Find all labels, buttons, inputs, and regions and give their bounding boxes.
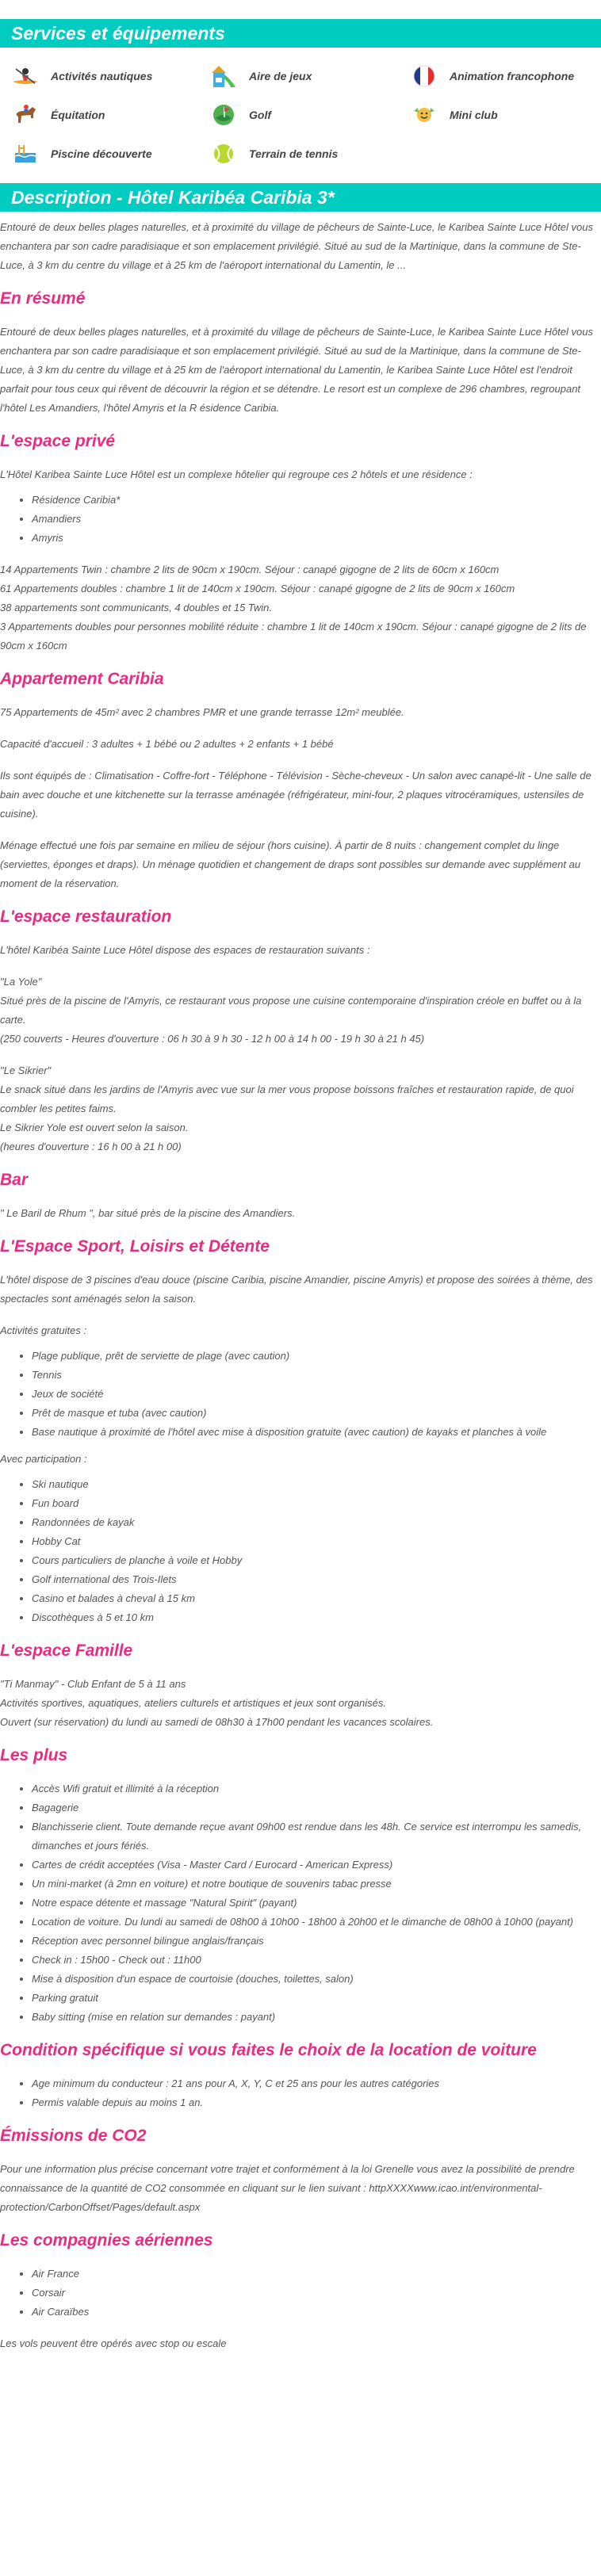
yole-name: "La Yole" (0, 976, 42, 988)
list-item: • Amandiers (32, 510, 601, 529)
service-label: Équitation (51, 108, 105, 121)
condition-section (0, 2039, 601, 2112)
service-item (408, 101, 601, 128)
sikrier-open: Le Sikrier Yole est ouvert selon la saison. (0, 1122, 189, 1133)
kayak-icon (10, 63, 41, 89)
service-label: Terrain de tennis (249, 147, 339, 160)
yole-desc: Situé près de la piscine de l'Amyris, ce restaurant vous propose une cuisine contemporaine d'inspiration créole en buffet ou à la carte. (0, 995, 582, 1026)
description-banner: Description - Hôtel Karibéa Caribia 3* (0, 183, 601, 212)
list-item: • Tennis (32, 1366, 601, 1385)
list-item: • Location de voiture. Du lundi au samedi de 08h00 à 10h00 - 18h00 à 20h00 et le dimanche de 08h00 à 10h00 (payant) (32, 1913, 601, 1932)
famille-line: Ouvert (sur réservation) du lundi au samedi de 08h30 à 17h00 pendant les vacances scolaires. (0, 1716, 434, 1728)
prive-section (0, 430, 601, 655)
service-item (408, 62, 601, 90)
list-item: • Check in : 15h00 - Check out : 11h00 (32, 1951, 601, 1970)
services-section (0, 19, 601, 183)
list-item: • Ski nautique (32, 1475, 601, 1494)
sikrier-name: "Le Sikrier" (0, 1064, 52, 1076)
page (0, 19, 601, 2353)
prive-title: L'espace privé (0, 432, 116, 450)
services-banner: Services et équipements (0, 19, 601, 48)
content (0, 212, 601, 2353)
condition-list (0, 2074, 601, 2112)
list-item: • Corsair (32, 2284, 601, 2303)
compagnies-list (0, 2265, 601, 2322)
appartement-section (0, 668, 601, 893)
list-item: • Prêt de masque et tuba (avec caution) (32, 1404, 601, 1423)
famille-line: "Ti Manmay" - Club Enfant de 5 à 11 ans (0, 1678, 186, 1690)
list-item: • Amyris (32, 529, 601, 548)
sikrier-hours: (heures d'ouverture : 16 h 00 à 21 h 00) (0, 1141, 182, 1152)
famille-title: L'espace Famille (0, 1642, 133, 1660)
famille-line: Activités sportives, aquatiques, ateliers culturels et artistiques et jeux sont organisés. (0, 1697, 387, 1709)
co2-title: Émissions de CO2 (0, 2127, 147, 2145)
prive-list (0, 491, 601, 548)
compagnies-section (0, 2230, 601, 2353)
list-item: • Réception avec personnel bilingue anglais/français (32, 1932, 601, 1951)
list-item: • Discothèques à 5 et 10 km (32, 1608, 601, 1627)
restauration-title: L'espace restauration (0, 908, 172, 926)
list-item: • Base nautique à proximité de l'hôtel avec mise à disposition gratuite (avec caution) de kayaks et planches à voile (32, 1423, 601, 1442)
description-intro-wrap (0, 212, 601, 275)
prive-line: 14 Appartements Twin : chambre 2 lits de 90cm x 190cm. Séjour : canapé gigogne de 2 lits de 60cm x 160cm (0, 564, 500, 575)
prive-intro: L'Hôtel Karibea Sainte Luce Hôtel est un complexe hôtelier qui regroupe ces 2 hôtels et une résidence : (0, 468, 473, 480)
prive-line: 3 Appartements doubles pour personnes mobilité réduite : chambre 1 lit de 140cm x 190cm. Séjour : canapé gigogne de 2 lits de 90cm x 160cm (0, 621, 587, 652)
playground-icon (208, 63, 239, 89)
services-grid (0, 48, 601, 183)
list-item: • Age minimum du conducteur : 21 ans pour A, X, Y, C et 25 ans pour les autres catégories (32, 2074, 601, 2093)
horse-icon (10, 102, 41, 128)
sikrier-desc: Le snack situé dans les jardins de l'Amyris avec vue sur la mer vous propose boissons fraîches et restauration rapide, de quoi combler les petites faims. (0, 1084, 574, 1114)
list-item: • Air Caraïbes (32, 2303, 601, 2322)
list-item: • Jeux de société (32, 1385, 601, 1404)
appartement-p1: 75 Appartements de 45m² avec 2 chambres PMR et une grande terrasse 12m² meublée. (0, 706, 404, 718)
service-label: Piscine découverte (51, 147, 152, 160)
tennis-icon (208, 141, 239, 166)
mini-club-icon (408, 102, 440, 128)
appartement-p2: Capacité d'accueil : 3 adultes + 1 bébé ou 2 adultes + 2 enfants + 1 bébé (0, 738, 334, 750)
prive-line: 61 Appartements doubles : chambre 1 lit de 140cm x 190cm. Séjour : canapé gigogne de 2 lits de 90cm x 160cm (0, 583, 515, 594)
sport-title: L'Espace Sport, Loisirs et Détente (0, 1237, 270, 1256)
list-item: • Baby sitting (mise en relation sur demandes : payant) (32, 2008, 601, 2027)
list-item: • Golf international des Trois-Ilets (32, 1570, 601, 1589)
golf-icon (208, 102, 239, 128)
sport-intro: L'hôtel dispose de 3 piscines d'eau douce (piscine Caribia, piscine Amandier, piscine Amyris) et propose des soirées à thème, des spectacles sont aménagés selon la saison. (0, 1274, 593, 1305)
sport-free-title: Activités gratuites : (0, 1324, 87, 1336)
service-label: Animation francophone (450, 69, 575, 82)
co2-text: Pour une information plus précise concernant votre trajet et conformément à la loi Grenelle vous avez la possibilité de prendre connaissance de la quantité de CO2 consommée en cliquant sur le lien suivant : httpXXXXwww.icao.int/environmental-protection/CarbonOffset/Pages/default.aspx (0, 2163, 575, 2213)
sport-section (0, 1236, 601, 1627)
list-item: • Randonnées de kayak (32, 1513, 601, 1532)
sport-free-list (0, 1347, 601, 1442)
service-item (208, 101, 408, 128)
description-intro: Entouré de deux belles plages naturelles, et à proximité du village de pêcheurs de Sainte-Luce, le Karibea Sainte Luce Hôtel vous enchantera par son cadre paradisiaque et son emplacement privilégié. Situé au sud de la Martinique, dans la commune de Ste-Luce, à 3 km du centre du village et à 25 km de l'aéroport international du Lamentin, le ... (0, 221, 593, 271)
bar-title: Bar (0, 1171, 29, 1189)
pool-icon (10, 141, 41, 166)
compagnies-note: Les vols peuvent être opérés avec stop ou escale (0, 2337, 227, 2349)
list-item: • Cartes de crédit acceptées (Visa - Master Card / Eurocard - American Express) (32, 1856, 601, 1875)
list-item: • Parking gratuit (32, 1989, 601, 2008)
list-item: • Cours particuliers de planche à voile et Hobby (32, 1551, 601, 1570)
list-item: • Accès Wifi gratuit et illimité à la réception (32, 1779, 601, 1798)
plus-list (0, 1779, 601, 2027)
bar-section (0, 1169, 601, 1223)
list-item: • Air France (32, 2265, 601, 2284)
compagnies-title: Les compagnies aériennes (0, 2231, 213, 2249)
famille-section (0, 1640, 601, 1732)
sport-paid-list (0, 1475, 601, 1627)
service-label: Golf (249, 108, 271, 121)
list-item: • Un mini-market (à 2mn en voiture) et notre boutique de souvenirs tabac presse (32, 1875, 601, 1894)
list-item: • Mise à disposition d'un espace de courtoisie (douches, toilettes, salon) (32, 1970, 601, 1989)
service-label: Aire de jeux (249, 69, 312, 82)
bar-text: " Le Baril de Rhum ", bar situé près de la piscine des Amandiers. (0, 1207, 296, 1219)
list-item: • Bagagerie (32, 1798, 601, 1817)
list-item: • Blanchisserie client. Toute demande reçue avant 09h00 est rendue dans les 48h. Ce service est interrompu les samedis, dimanches et jours fériés. (32, 1817, 601, 1856)
list-item: • Casino et balades à cheval à 15 km (32, 1589, 601, 1608)
yole-hours: (250 couverts - Heures d'ouverture : 06 h 30 à 9 h 30 - 12 h 00 à 14 h 00 - 19 h 30 à 21 h 45) (0, 1033, 425, 1045)
service-item (10, 101, 208, 128)
co2-section (0, 2125, 601, 2217)
restauration-intro: L'hôtel Karibéa Sainte Luce Hôtel dispose des espaces de restauration suivants : (0, 944, 370, 956)
appartement-p3: Ils sont équipés de : Climatisation - Coffre-fort - Téléphone - Télévision - Sèche-cheveux - Un salon avec canapé-lit - Une salle de bain avec douche et une kitchenette sur la terrasse aménagée (réfrigérateur, mini-four, 2 plaques vitrocéramiques, ustensiles de cuisine). (0, 770, 591, 820)
appartement-title: Appartement Caribia (0, 670, 164, 688)
appartement-p4: Ménage effectué une fois par semaine en milieu de séjour (hors cuisine). À partir de 8 nuits : changement complet du linge (serviettes, éponges et draps). Un ménage quotidien et changement de draps sont possibles sur demande avec supplément au moment de la réservation. (0, 839, 581, 889)
resume-text: Entouré de deux belles plages naturelles, et à proximité du village de pêcheurs de Sainte-Luce, le Karibea Sainte Luce Hôtel vous enchantera par son cadre paradisiaque et son emplacement privilégié. Situé au sud de la Martinique, dans la commune de Ste-Luce, à 3 km du centre du village et à 25 km de l'aéroport international du Lamentin, le Karibea Sainte Luce Hôtel est l'endroit parfait pour tous ceux qui rêvent de découvrir la région et se détendre. Le resort est un complexe de 296 chambres, regroupant l'hôtel Les Amandiers, l'hôtel Amyris et la R ésidence Caribia. (0, 326, 593, 414)
restauration-section (0, 906, 601, 1156)
service-label: Activités nautiques (51, 69, 153, 82)
service-item (208, 140, 408, 167)
service-item (10, 140, 208, 167)
list-item: • Notre espace détente et massage "Natural Spirit" (payant) (32, 1894, 601, 1913)
service-item (208, 62, 408, 90)
plus-title: Les plus (0, 1746, 68, 1764)
resume-section (0, 288, 601, 418)
list-item: • Résidence Caribia* (32, 491, 601, 510)
list-item: • Hobby Cat (32, 1532, 601, 1551)
service-label: Mini club (450, 108, 498, 121)
list-item: • Plage publique, prêt de serviette de plage (avec caution) (32, 1347, 601, 1366)
service-item (10, 62, 208, 90)
list-item: • Fun board (32, 1494, 601, 1513)
resume-title: En résumé (0, 289, 86, 308)
french-flag-icon (408, 63, 440, 89)
list-item: • Permis valable depuis au moins 1 an. (32, 2093, 601, 2112)
sport-paid-title: Avec participation : (0, 1453, 87, 1465)
plus-section (0, 1745, 601, 2027)
condition-title: Condition spécifique si vous faites le choix de la location de voiture (0, 2041, 537, 2059)
prive-line: 38 appartements sont communicants, 4 doubles et 15 Twin. (0, 602, 273, 613)
